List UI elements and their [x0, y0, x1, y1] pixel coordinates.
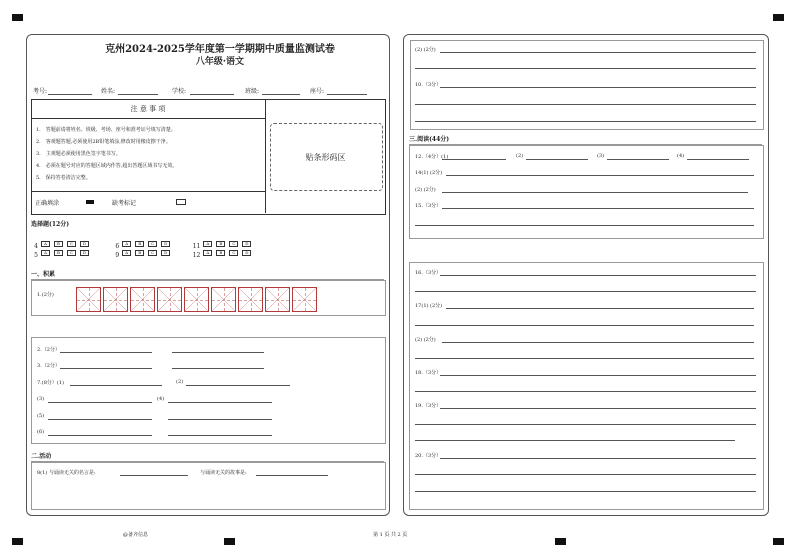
q7-4-label: (4)	[157, 396, 165, 402]
option-bubble[interactable]: D	[161, 250, 170, 256]
q14-1-label: 14(1) (2分)	[415, 170, 443, 176]
q12-1-label: 12.（4分）(1)	[415, 154, 449, 160]
registration-mark-bottom-right	[773, 538, 784, 545]
q19-line-2[interactable]	[415, 424, 756, 425]
q7-6-line-b[interactable]	[168, 435, 272, 436]
registration-mark-top-right	[773, 14, 784, 21]
q3-label: 3.（2分）	[37, 363, 60, 369]
field-school-input[interactable]	[190, 94, 234, 95]
section-1-title: 一、积累	[31, 271, 56, 278]
writing-cell[interactable]	[292, 287, 317, 312]
q7-4-line[interactable]	[168, 402, 272, 403]
q16-line-1[interactable]	[440, 275, 756, 276]
q18-line-1[interactable]	[440, 375, 756, 376]
q17-1-line-1[interactable]	[446, 308, 754, 309]
field-seat-input[interactable]	[327, 94, 367, 95]
registration-mark-bottom-left	[12, 538, 23, 545]
registration-mark-bottom-mid-left	[224, 538, 235, 545]
absent-mark-label: 缺考标记	[112, 200, 137, 207]
q20-line-1[interactable]	[440, 458, 756, 459]
q19-line-1[interactable]	[440, 408, 756, 409]
q7-1-label: 7.(8分）(1)	[37, 380, 64, 386]
q17-1-label: 17(1) (2分)	[415, 303, 443, 309]
option-bubble[interactable]: B	[216, 250, 225, 256]
q2-line-b[interactable]	[172, 352, 264, 353]
field-name-input[interactable]	[118, 94, 158, 95]
q2-line-a[interactable]	[60, 352, 152, 353]
option-bubble[interactable]: A	[41, 241, 50, 247]
absent-mark-box[interactable]	[176, 199, 186, 205]
q3-line-a[interactable]	[60, 368, 152, 369]
q19-line-3[interactable]	[415, 440, 735, 441]
writing-cell[interactable]	[130, 287, 155, 312]
option-bubble[interactable]: C	[67, 241, 76, 247]
writing-cell[interactable]	[103, 287, 128, 312]
q16-q20-answer-box	[409, 262, 764, 510]
correct-fill-sample	[86, 200, 94, 204]
option-bubble[interactable]: B	[54, 250, 63, 256]
q12-4-label: (4)	[677, 153, 685, 159]
field-seat-label: 座号:	[310, 88, 325, 95]
notice-divider-top	[31, 118, 265, 119]
option-bubble[interactable]: A	[122, 241, 131, 247]
q8-2-label: (2) (2分)	[415, 47, 436, 53]
field-class-input[interactable]	[262, 94, 300, 95]
option-bubble[interactable]: C	[148, 250, 157, 256]
q20-line-3[interactable]	[415, 491, 756, 492]
choice-row-2	[30, 242, 255, 261]
q15-label: 15.（3分）	[415, 203, 442, 209]
q10-line-1[interactable]	[440, 87, 756, 88]
field-school-label: 学校:	[172, 88, 187, 95]
option-bubble[interactable]: C	[229, 250, 238, 256]
activity-line-a[interactable]	[120, 475, 188, 476]
q12-3-label: (3)	[597, 153, 605, 159]
q2-q7-answer-box	[31, 337, 386, 444]
option-bubble[interactable]: A	[203, 241, 212, 247]
q15-line-1[interactable]	[442, 208, 754, 209]
notice-item-1: 1. 答题前请将姓名、班级、考场、座号和准考证号填写清楚。	[36, 127, 176, 133]
q7-5-label: (5)	[37, 413, 45, 419]
writing-cell[interactable]	[76, 287, 101, 312]
option-bubble[interactable]: A	[122, 250, 131, 256]
registration-mark-top-left	[12, 14, 23, 21]
q19-label: 19.（3分）	[415, 403, 442, 409]
q12-2-line[interactable]	[526, 159, 588, 160]
option-bubble[interactable]: C	[148, 241, 157, 247]
option-bubble[interactable]: B	[135, 241, 144, 247]
notice-item-2: 2. 客观题答题,必须使用2B铅笔填涂,修改时用橡皮擦干净。	[36, 139, 171, 145]
question-number: 6	[115, 243, 120, 250]
option-bubble[interactable]: B	[135, 250, 144, 256]
option-bubble[interactable]: A	[203, 250, 212, 256]
notice-item-4: 4. 必须在题号对应的答题区域内作答,超出答题区域书写无效。	[36, 163, 178, 169]
exam-subtitle: 八年级·语文	[195, 57, 245, 67]
q7-3-label: (3)	[37, 396, 45, 402]
field-exam-number-input[interactable]	[48, 94, 92, 95]
q18-line-2[interactable]	[415, 391, 756, 392]
option-bubble[interactable]: D	[242, 250, 251, 256]
question-number: 11	[192, 243, 201, 250]
option-bubble[interactable]: B	[216, 241, 225, 247]
field-class-label: 班级:	[245, 88, 260, 95]
q8-q10-answer-box	[410, 40, 764, 130]
q12-1-line[interactable]	[442, 159, 506, 160]
choice-section-title: 选择题(12分)	[31, 221, 70, 228]
q18-label: 18.（3分）	[415, 370, 442, 376]
option-bubble[interactable]: D	[161, 241, 170, 247]
q10-label: 10.（3分）	[415, 82, 442, 88]
option-bubble[interactable]: B	[54, 241, 63, 247]
q7-5-line-b[interactable]	[168, 419, 272, 420]
activity-label-b: 与诵读无关的故事是:	[200, 470, 247, 476]
writing-cell[interactable]	[265, 287, 290, 312]
q7-6-line-a[interactable]	[48, 435, 152, 436]
q8-2-line-1[interactable]	[440, 52, 756, 53]
option-bubble[interactable]: D	[242, 241, 251, 247]
question-number: 4	[34, 243, 38, 250]
activity-line-b[interactable]	[256, 475, 328, 476]
notice-item-5: 5. 保持答卷清洁完整。	[36, 175, 91, 181]
q20-label: 20.（3分）	[415, 453, 442, 459]
question-number: 5	[34, 252, 38, 259]
q1-label: 1.(2分)	[37, 292, 54, 298]
notice-title: 注 意 事 项	[130, 105, 166, 113]
notice-divider-bottom	[31, 191, 265, 192]
activity-label-a: 8(1) 与诵读无关的名言是:	[37, 470, 96, 476]
registration-mark-bottom-mid-right	[555, 538, 566, 545]
q14-2-line[interactable]	[442, 192, 748, 193]
exam-title: 克州2024-2025学年度第一学期期中质量监测试卷	[105, 44, 335, 55]
writing-cell[interactable]	[238, 287, 263, 312]
q16-line-2[interactable]	[415, 291, 756, 292]
q7-2-line[interactable]	[186, 385, 290, 386]
option-bubble[interactable]: A	[41, 250, 50, 256]
option-bubble[interactable]: D	[80, 241, 89, 247]
question-number: 9	[115, 252, 120, 259]
q7-6-label: (6)	[37, 429, 45, 435]
section-2-title: 二.活动	[31, 453, 52, 460]
q8-2-line-2[interactable]	[415, 68, 756, 69]
q14-2-label: (2) (2分)	[415, 187, 436, 193]
writing-cell[interactable]	[211, 287, 236, 312]
q17-2-label: (2) (2分)	[415, 337, 436, 343]
q7-2-label: (2)	[176, 379, 184, 385]
notice-item-3: 3. 主观题必须使用黑色签字笔书写。	[36, 151, 121, 157]
q16-label: 16.（3分）	[415, 270, 442, 276]
q17-1-line-2[interactable]	[415, 325, 754, 326]
question-number: 12	[192, 252, 201, 259]
field-name-label: 姓名:	[101, 88, 116, 95]
writing-cell[interactable]	[184, 287, 209, 312]
correct-fill-label: 正确填涂	[35, 200, 60, 207]
q7-3-line[interactable]	[48, 402, 152, 403]
q12-2-label: (2)	[516, 153, 524, 159]
q2-label: 2.（2分）	[37, 347, 60, 353]
option-bubble[interactable]: C	[229, 241, 238, 247]
q7-1-line[interactable]	[70, 385, 162, 386]
q20-line-2[interactable]	[415, 474, 756, 475]
q17-2-line-1[interactable]	[442, 342, 754, 343]
q12-3-line[interactable]	[607, 159, 669, 160]
option-bubble[interactable]: C	[67, 250, 76, 256]
q7-5-line-a[interactable]	[48, 419, 152, 420]
q3-line-b[interactable]	[172, 368, 264, 369]
q14-1-line[interactable]	[446, 175, 754, 176]
section-3-title: 三.阅读(44分)	[409, 136, 450, 143]
q10-line-3[interactable]	[415, 121, 756, 122]
writing-cell[interactable]	[157, 287, 182, 312]
page-number: 第 1 页 共 2 页	[373, 532, 408, 538]
notice-divider-vertical	[265, 99, 266, 213]
q15-line-2[interactable]	[415, 225, 754, 226]
field-exam-number-label: 考号:	[33, 88, 48, 95]
footer-source: @备齐信息	[123, 532, 149, 538]
q17-2-line-2[interactable]	[415, 358, 754, 359]
option-bubble[interactable]: D	[80, 250, 89, 256]
q10-line-2[interactable]	[415, 104, 756, 105]
q12-4-line[interactable]	[687, 159, 749, 160]
barcode-label: 贴条形码区	[305, 153, 346, 162]
